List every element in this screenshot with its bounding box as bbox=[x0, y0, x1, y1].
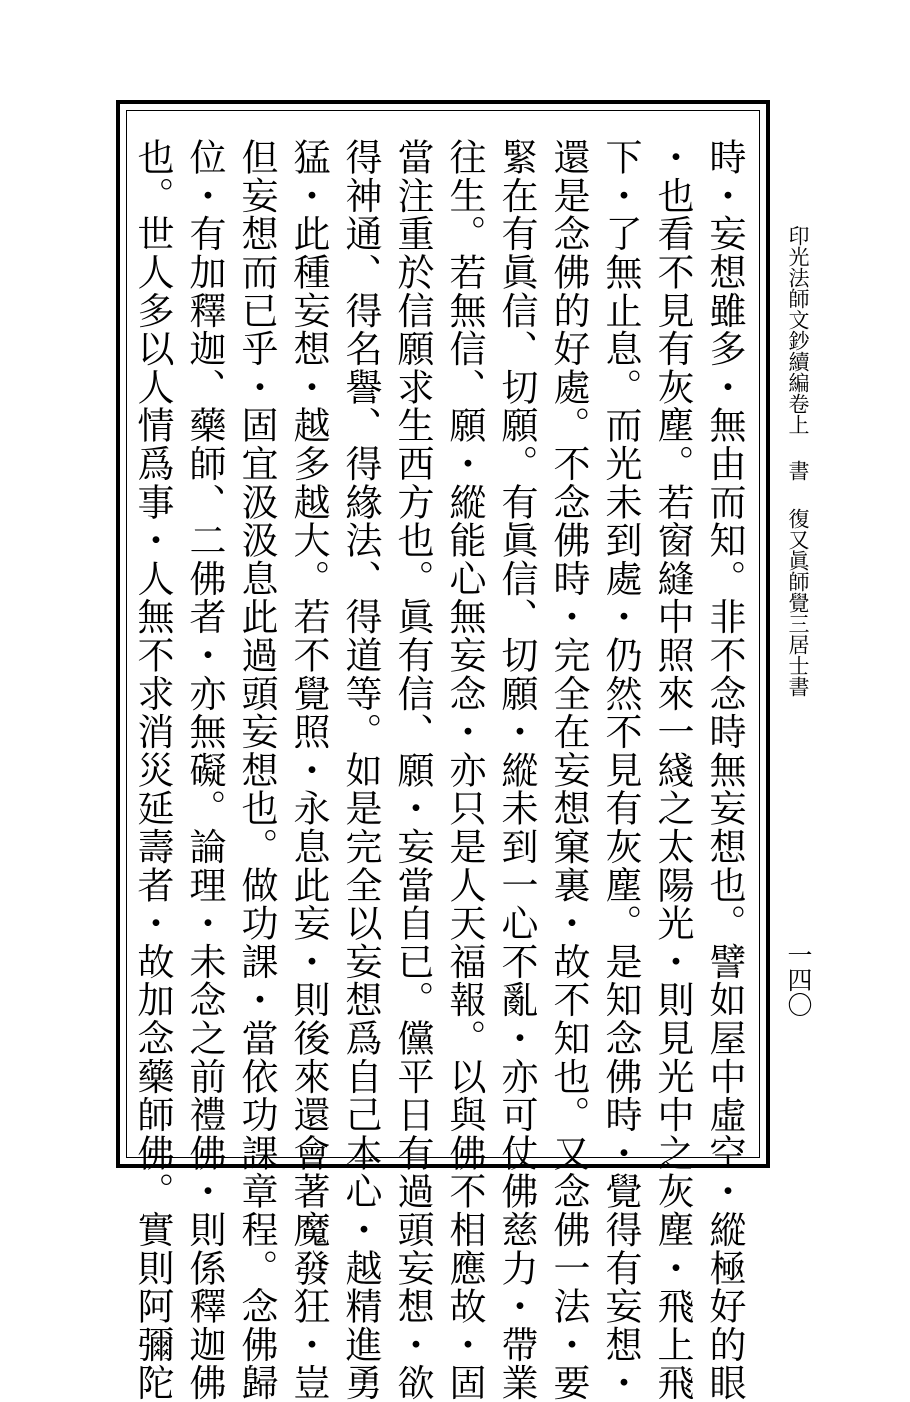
text-column-12: 也。世人多以人情爲事・人無不求消災延壽者・故加念藥師佛。實則阿彌陀 bbox=[131, 138, 174, 1402]
text-column-9: 猛・此種妄想・越多越大。若不覺照・永息此妄・則後來還會著魔發狂・豈 bbox=[287, 138, 330, 1402]
text-column-1: 時・妄想雖多・無由而知。非不念時無妄想也。譬如屋中虛空・縱極好的眼 bbox=[703, 138, 746, 1402]
text-column-2: ・也看不見有灰塵。若窗縫中照來一綫之太陽光・則見光中之灰塵・飛上飛 bbox=[651, 138, 694, 1402]
text-column-8: 得神通、得名譽、得緣法、得道等。如是完全以妄想爲自己本心・越精進勇 bbox=[339, 138, 382, 1402]
running-header-title: 印光法師文鈔續編卷上 bbox=[786, 225, 810, 435]
running-header-category: 書 bbox=[786, 460, 810, 481]
text-column-5: 緊在有眞信、切願。有眞信、切願・縱未到一心不亂・亦可仗佛慈力・帶業 bbox=[495, 138, 538, 1402]
text-column-7: 當注重於信願求生西方也。眞有信、願・妄當自已。儻平日有過頭妄想・欲 bbox=[391, 138, 434, 1402]
text-column-6: 往生。若無信、願・縱能心無妄念・亦只是人天福報。以與佛不相應故・固 bbox=[443, 138, 486, 1402]
page-number: 一四〇 bbox=[784, 942, 813, 1017]
text-column-11: 位・有加釋迦、藥師、二佛者・亦無礙。論理・未念之前禮佛・則係釋迦佛 bbox=[183, 138, 226, 1402]
text-column-4: 還是念佛的好處。不念佛時・完全在妄想窠裏・故不知也。又念佛一法・要 bbox=[547, 138, 590, 1402]
text-column-10: 但妄想而已乎・固宜汲汲息此過頭妄想也。做功課・當依功課章程。念佛歸 bbox=[235, 138, 278, 1402]
running-header-letter: 復又眞師覺三居士書 bbox=[786, 508, 810, 697]
text-column-3: 下・了無止息。而光未到處・仍然不見有灰塵。是知念佛時・覺得有妄想・ bbox=[599, 138, 642, 1402]
